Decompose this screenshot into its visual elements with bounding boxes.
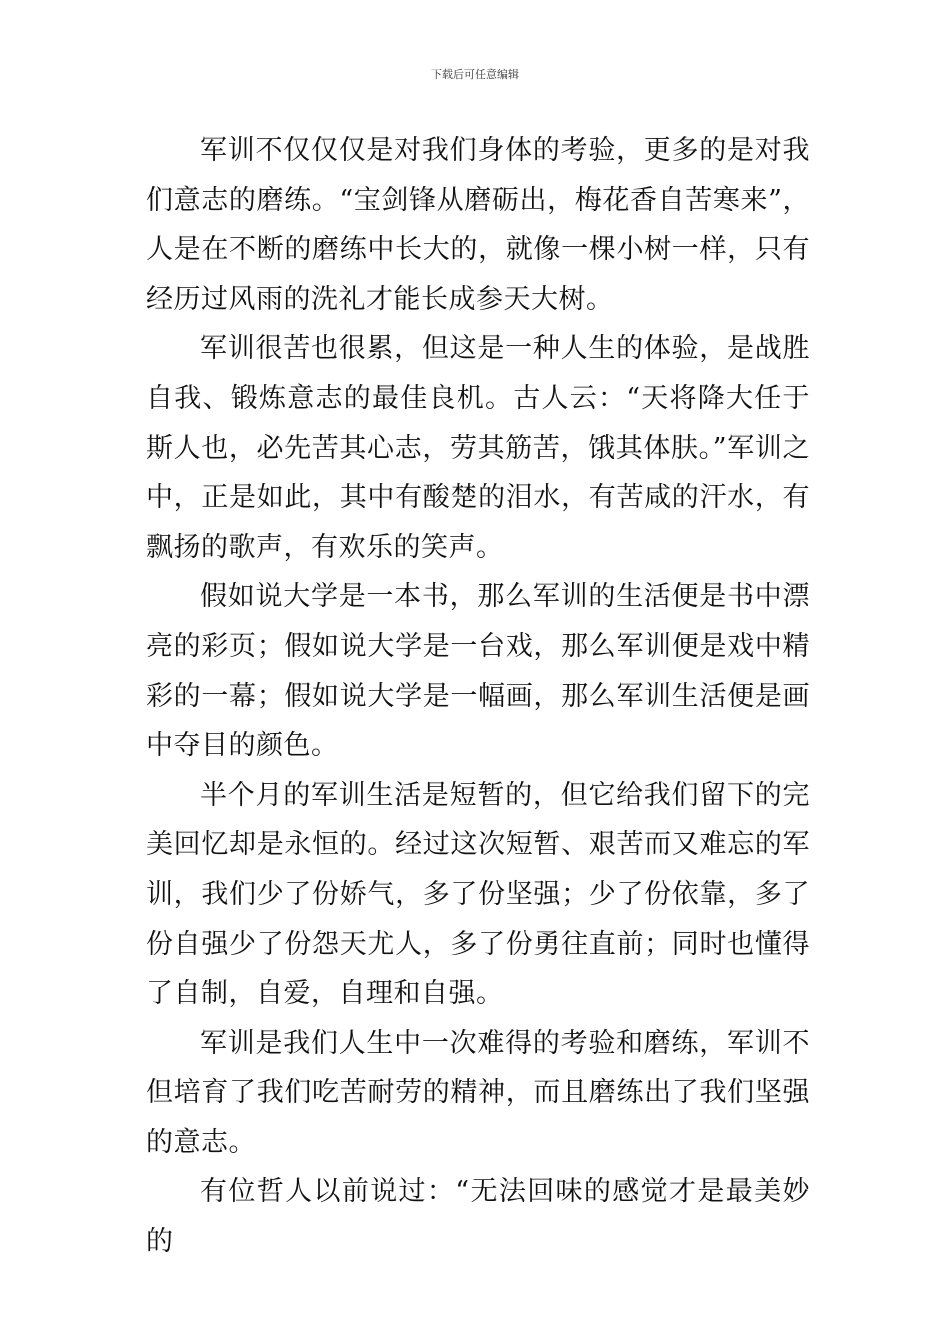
paragraph-4: 半个月的军训生活是短暂的，但它给我们留下的完美回忆却是永恒的。经过这次短暂、艰苦而又难忘的军训，我们少了份娇气，多了份坚强；少了份依靠，多了份自强少了份怨天尤人，多了份勇往直前；同时也懂得了自制，自爱，自理和自强。 <box>146 779 810 1010</box>
paragraph-3: 假如说大学是一本书，那么军训的生活便是书中漂亮的彩页；假如说大学是一台戏，那么军训便是戏中精彩的一幕；假如说大学是一幅画，那么军训生活便是画中夺目的颜色。 <box>146 581 810 762</box>
paragraph-5: 军训是我们人生中一次难得的考验和磨练，军训不但培育了我们吃苦耐劳的精神，而且磨练出了我们坚强的意志。 <box>146 1027 810 1158</box>
paragraph-2: 军训很苦也很累，但这是一种人生的体验，是战胜自我、锻炼意志的最佳良机。古人云：“天将降大任于斯人也，必先苦其心志，劳其筋苦，饿其体肤。”军训之中，正是如此，其中有酸楚的泪水，有苦咸的汗水，有飘扬的歌声，有欢乐的笑声。 <box>146 333 810 563</box>
header-note: 下载后可任意编辑 <box>431 68 519 81</box>
paragraph-1: 军训不仅仅仅是对我们身体的考验，更多的是对我们意志的磨练。“宝剑锋从磨砺出，梅花香自苦寒来”，人是在不断的磨练中长大的，就像一棵小树一样，只有经历过风雨的洗礼才能长成参天大树。 <box>146 135 810 315</box>
document-body <box>146 126 810 1267</box>
paragraph-6: 有位哲人以前说过：“无法回味的感觉才是最美妙的 <box>146 1176 810 1258</box>
